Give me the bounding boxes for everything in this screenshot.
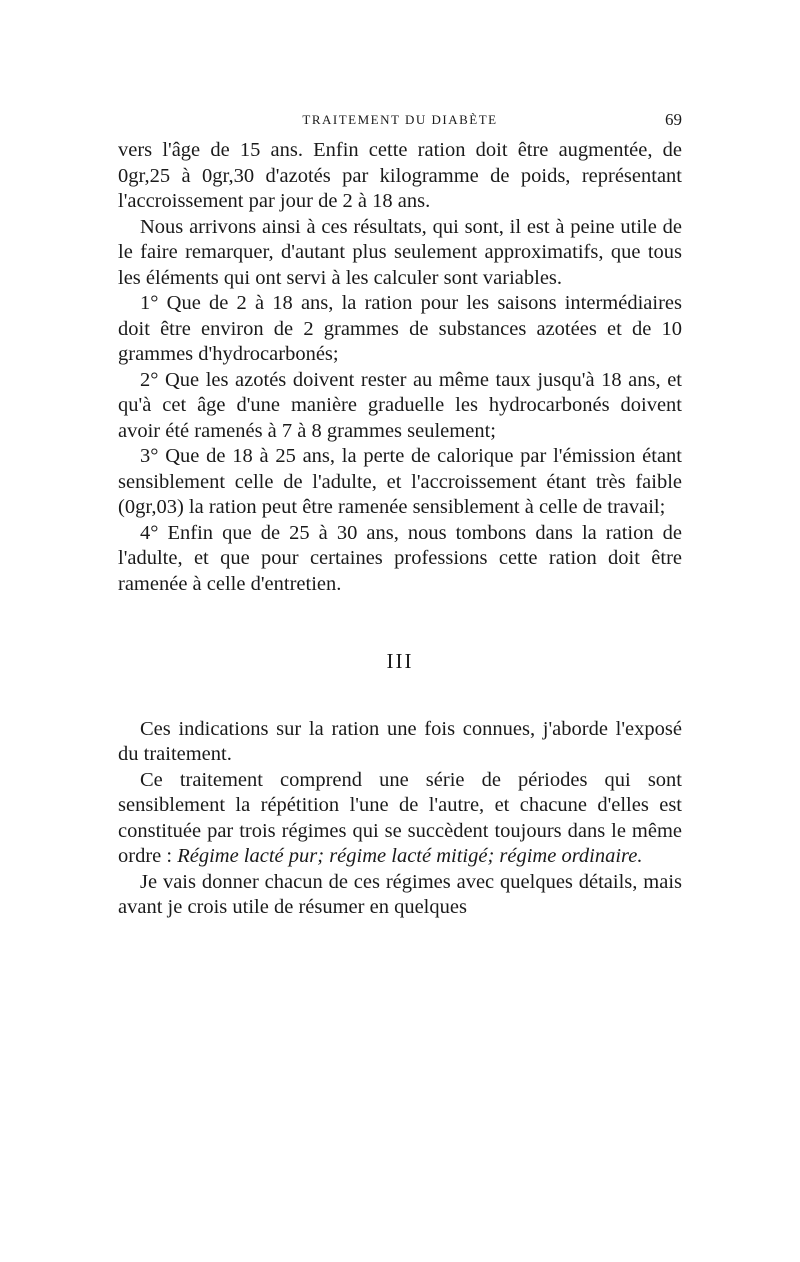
paragraph: Nous arrivons ainsi à ces résultats, qui sont, il est à peine utile de le faire remarquer, d'autant plus seulement approximatifs, que tous les éléments qui ont servi à les calculer sont variables. [118,215,682,289]
paragraph: Ces indications sur la ration une fois connues, j'aborde l'exposé du traitement. [118,717,682,765]
paragraph: vers l'âge de 15 ans. Enfin cette ration doit être augmentée, de 0gr,25 à 0gr,30 d'azotés par kilogramme de poids, représentant l'accroissement par jour de 2 à 18 ans. [118,139,682,212]
list-item: 3° Que de 18 à 25 ans, la perte de calorique par l'émission étant sensiblement celle de l'adulte, et l'accroissement étant très faible (0gr,03) la ration peut être ramenée sensiblement à celle de travail; [118,445,682,518]
running-head [118,108,682,138]
paragraph-text: Ce traitement comprend une série de périodes qui sont sensiblement la répétition l'une de l'autre, et chacune d'elles est constituée par trois régimes qui se succèdent toujours dans le même ordre : [118,768,682,867]
body-text [118,138,682,921]
paragraph: Je vais donner chacun de ces régimes avec quelques détails, mais avant je crois utile de résumer en quelques [118,870,682,918]
book-page [118,108,682,921]
list-item: 1° Que de 2 à 18 ans, la ration pour les saisons intermédiaires doit être environ de 2 grammes de substances azotées et de 10 grammes d'hydrocarbonés; [118,292,682,365]
section-heading: III [386,649,414,673]
paragraph [118,768,682,870]
page-number: 69 [665,110,682,129]
regime-list: Régime lacté pur; régime lacté mitigé; régime ordinaire. [177,845,643,867]
running-title: TRAITEMENT DU DIABÈTE [302,112,498,127]
list-item: 2° Que les azotés doivent rester au même taux jusqu'à 18 ans, et qu'à cet âge d'une manière graduelle les hydrocarbonés doivent avoir été ramenés à 7 à 8 grammes seulement; [118,368,682,442]
list-item: 4° Enfin que de 25 à 30 ans, nous tombons dans la ration de l'adulte, et que pour certaines professions cette ration doit être ramenée à celle d'entretien. [118,521,682,595]
